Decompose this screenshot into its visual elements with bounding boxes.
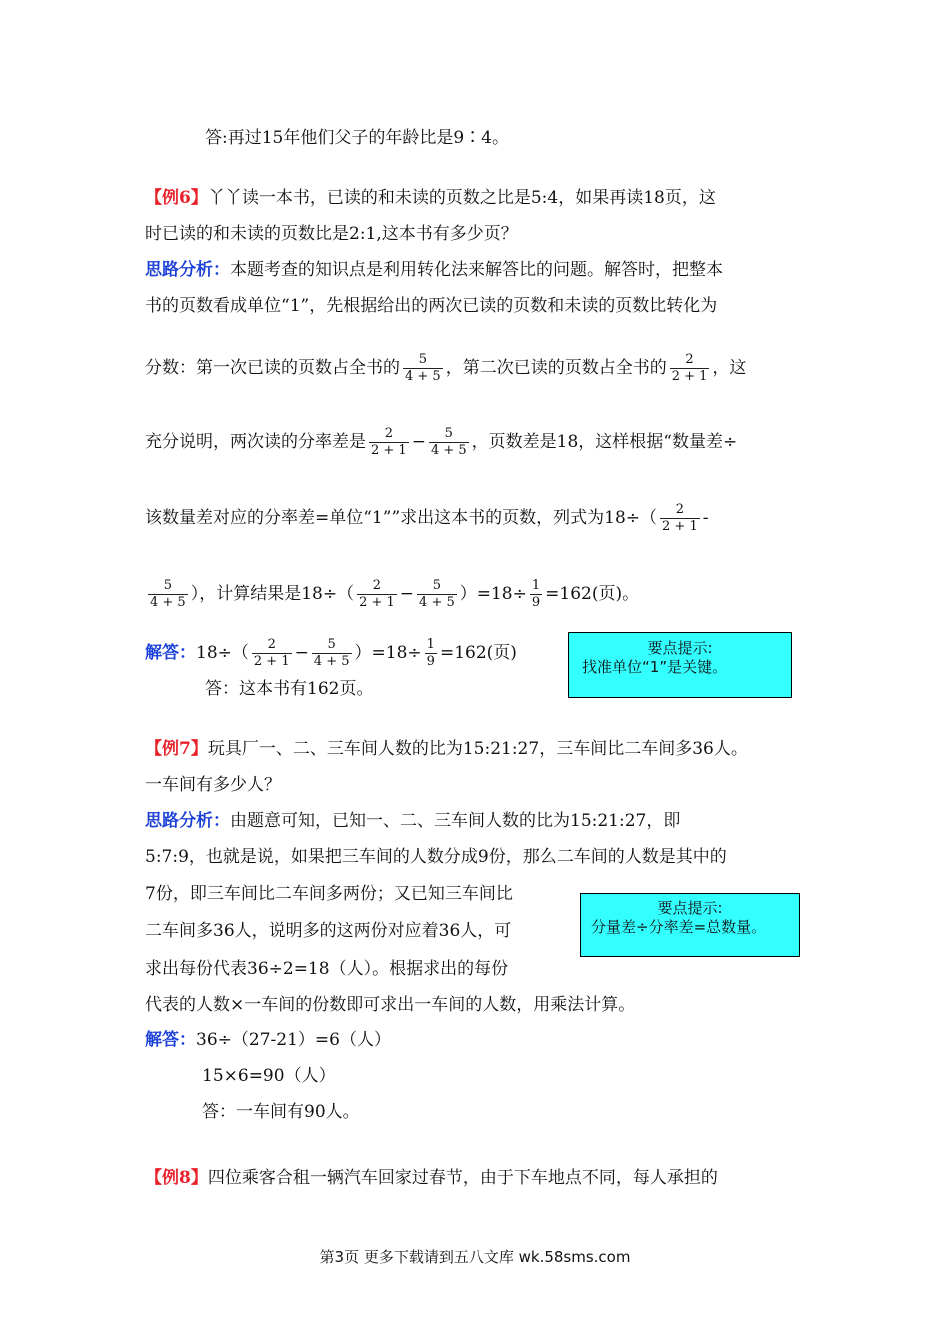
- ex7-analysis-line-3: 7份，即三车间比二车间多两份；又已知三车间比: [145, 884, 513, 904]
- minus-sign: -: [702, 508, 709, 528]
- ex7-answer: 答：一车间有90人。: [202, 1102, 360, 1122]
- fraction-1-over-9: $\frac{1}{9}$: [531, 578, 541, 610]
- ex6-answer: 答：这本书有162页。: [205, 679, 374, 699]
- ex6-analysis-line-1: [145, 257, 723, 283]
- ex6-a6-text-3: =162(页)。: [545, 584, 640, 604]
- ex6-a3-text: 分数：第一次已读的页数占全书的: [145, 358, 400, 378]
- ex7-analysis-line-5: 求出每份代表36÷2=18（人）。根据求出的每份: [145, 959, 509, 979]
- ex8-question-line-1: [145, 1165, 718, 1191]
- ex6-analysis-line-6: [145, 578, 639, 611]
- ex6-a6-text-2: ）=18÷: [459, 584, 527, 604]
- ex6-a3-text-2: ，第二次已读的页数占全书的: [445, 358, 667, 378]
- ex7-a1: 由题意可知，已知一、二、三车间人数的比为15:21:27，即: [230, 811, 681, 831]
- minus-sign: −: [399, 584, 415, 604]
- ex7-analysis-line-6: 代表的人数×一车间的份数即可求出一车间的人数，用乘法计算。: [145, 995, 636, 1015]
- ex8-q1: 四位乘客合租一辆汽车回家过春节，由于下车地点不同，每人承担的: [207, 1168, 718, 1188]
- fraction-1-over-9: $\frac{1}{9}$: [426, 637, 435, 669]
- ex6-a4-text-2: ，页数差是18，这样根据“数量差÷: [471, 432, 738, 452]
- fraction-2-over-2plus1: $\frac{2}{2 + 1}$: [253, 637, 290, 669]
- ex6-a6-text: ），计算结果是18÷（: [190, 584, 355, 604]
- ex7-analysis-label: 思路分析：: [145, 811, 230, 831]
- ex7-q1: 玩具厂一、二、三车间人数的比为15:21:27，三车间比二车间多36人。: [207, 739, 748, 759]
- fraction-5-over-4plus5: $\frac{5}{4 + 5}$: [313, 637, 350, 669]
- ex7-solution-label: 解答：: [145, 1030, 196, 1050]
- ex6-analysis-line-4: [145, 426, 737, 459]
- fraction-2-over-2plus1: $\frac{2}{2 + 1}$: [662, 502, 698, 534]
- ex6-a5-text: 该数量差对应的分率差=单位“1””求出这本书的页数，列式为18÷（: [145, 508, 658, 528]
- ex6-a3-text-3: ，这: [712, 358, 747, 378]
- fraction-5-over-4plus5: $\frac{5}{4 + 5}$: [430, 426, 467, 458]
- ex7-question-line-2: 一车间有多少人？: [145, 775, 281, 795]
- ex7-tip-body: 分量差÷分率差=总数量。: [591, 918, 767, 936]
- page-footer: 第3页 更多下载请到五八文库 wk.58sms.com: [319, 1248, 631, 1266]
- fraction-2-over-2plus1: $\frac{2}{2 + 1}$: [671, 352, 708, 384]
- ex8-tag: 【例8】: [145, 1168, 208, 1188]
- minus-sign: −: [411, 432, 426, 452]
- ex6-q1: 丫丫读一本书，已读的和未读的页数之比是5:4，如果再读18页，这: [207, 188, 716, 208]
- ex6-analysis-label: 思路分析：: [145, 260, 230, 280]
- ex6-tip-body: 找准单位“1”是关键。: [582, 658, 728, 676]
- ex6-analysis-line-5: [145, 502, 708, 535]
- fraction-2-over-2plus1: $\frac{2}{2 + 1}$: [371, 426, 407, 458]
- ex6-analysis-line-3: [145, 352, 746, 385]
- ex6-s1-text: 18÷（: [196, 643, 249, 663]
- previous-answer: 答:再过15年他们父子的年龄比是9∶4。: [205, 128, 509, 148]
- ex7-tag: 【例7】: [145, 739, 208, 759]
- minus-sign: −: [294, 643, 309, 663]
- ex6-tip-box: [568, 632, 792, 698]
- ex7-analysis-line-1: [145, 808, 680, 834]
- ex6-question-line-2: 时已读的和未读的页数比是2:1,这本书有多少页？: [145, 224, 518, 244]
- ex6-question-line-1: [145, 185, 716, 211]
- ex7-solution-line-1: [145, 1027, 391, 1053]
- ex6-tag: 【例6】: [145, 188, 208, 208]
- ex7-solution-line-2: 15×6=90（人）: [202, 1066, 336, 1086]
- ex6-solution-line-1: [145, 637, 517, 670]
- ex7-tip-title: 要点提示:: [657, 899, 723, 917]
- ex6-tip-title: 要点提示:: [647, 639, 713, 657]
- ex7-question-line-1: [145, 736, 748, 762]
- ex6-s1-text-2: ）=18÷: [354, 643, 422, 663]
- ex7-s1: 36÷（27-21）=6（人）: [196, 1030, 391, 1050]
- ex6-a1: 本题考查的知识点是利用转化法来解答比的问题。解答时，把整本: [230, 260, 723, 280]
- ex7-tip-box: [580, 893, 800, 957]
- ex7-analysis-line-2: 5:7:9，也就是说，如果把三车间的人数分成9份，那么二车间的人数是其中的: [145, 847, 727, 867]
- ex6-s1-text-3: =162(页): [439, 643, 517, 663]
- ex7-analysis-line-4: 二车间多36人，说明多的这两份对应着36人，可: [145, 921, 512, 941]
- fraction-2-over-2plus1: $\frac{2}{2 + 1}$: [359, 578, 395, 610]
- fraction-5-over-4plus5: $\frac{5}{4 + 5}$: [405, 352, 441, 384]
- ex6-analysis-line-2: 书的页数看成单位“1”，先根据给出的两次已读的页数和未读的页数比转化为: [145, 296, 718, 316]
- fraction-5-over-4plus5: $\frac{5}{4 + 5}$: [150, 578, 186, 610]
- ex6-solution-label: 解答：: [145, 643, 196, 663]
- fraction-5-over-4plus5: $\frac{5}{4 + 5}$: [419, 578, 455, 610]
- ex6-a4-text: 充分说明，两次读的分率差是: [145, 432, 366, 452]
